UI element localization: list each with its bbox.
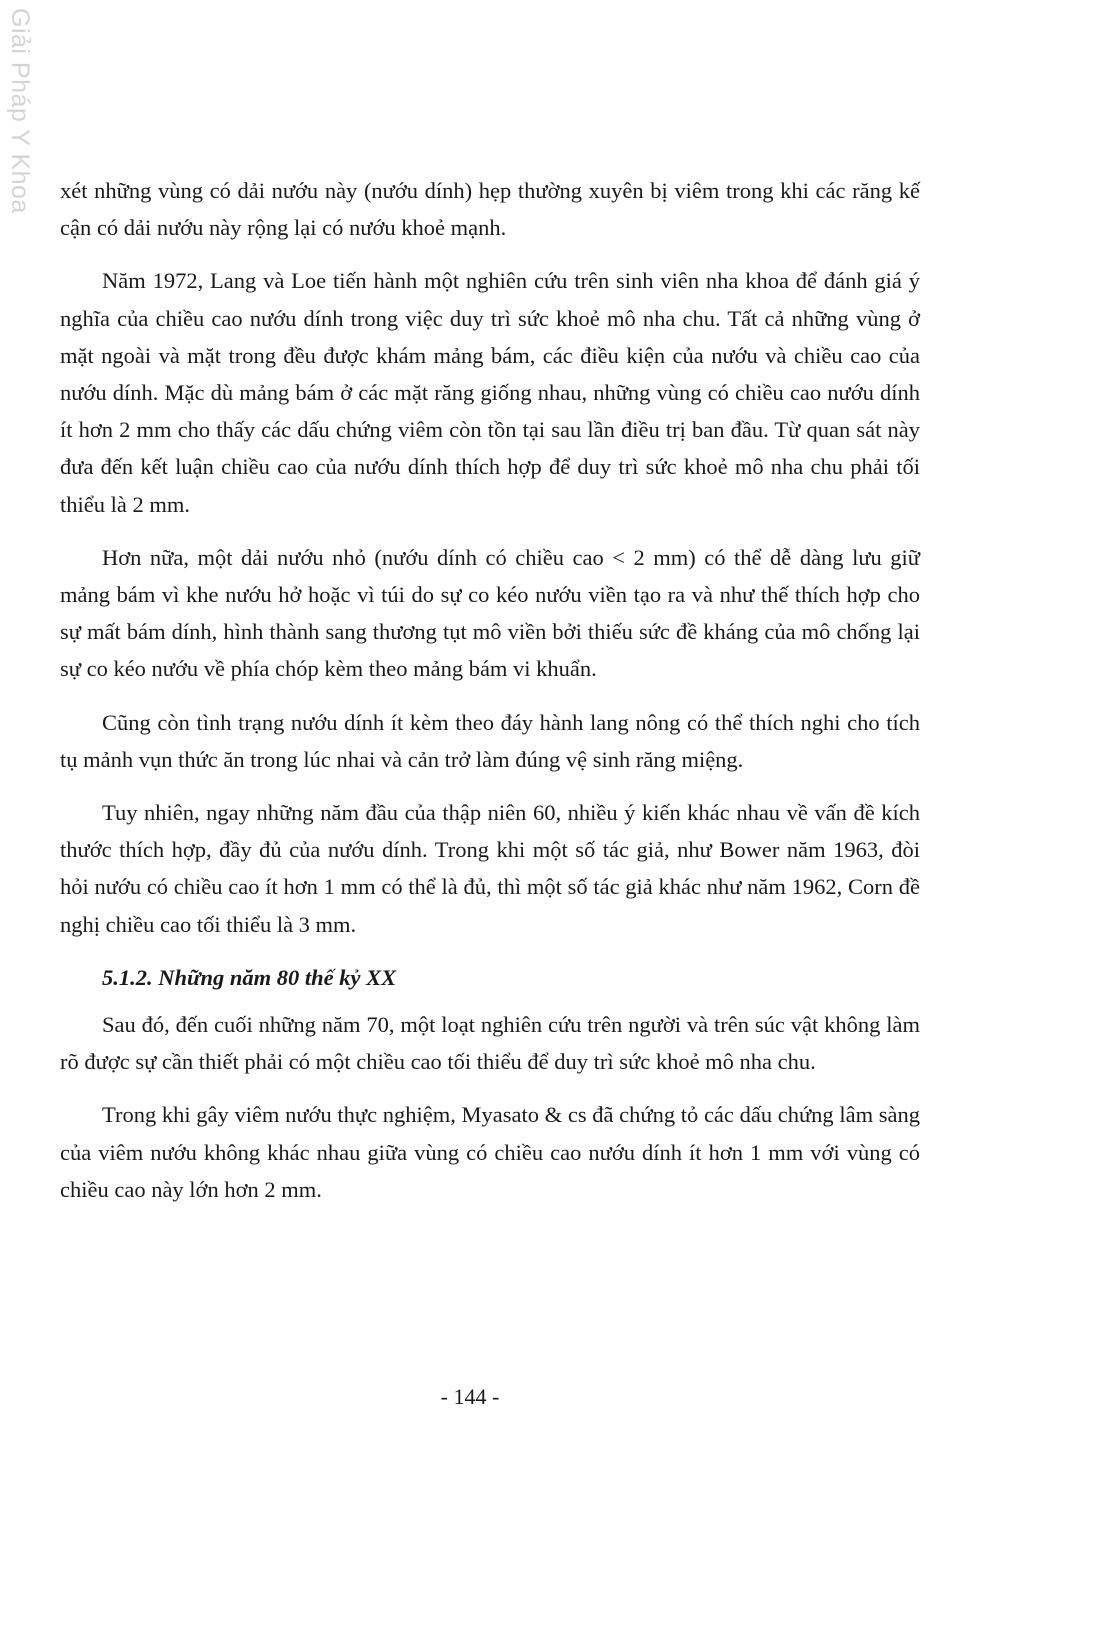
section-heading: 5.1.2. Những năm 80 thế kỷ XX: [102, 964, 397, 990]
paragraph-narrow-gingiva: Hơn nữa, một dải nướu nhỏ (nướu dính có chiều cao < 2 mm) có thể dễ dàng lưu giữ mảng bám vì khe nướu hở hoặc vì túi do sự co kéo nướu viền tạo ra và như thế thích hợp cho sự mất bám dính, hình thành sang thương tụt mô viền bởi thiếu sức đề kháng của mô chống lại sự co kéo nướu về phía chóp kèm theo mảng bám vi khuẩn.: [60, 544, 920, 682]
paragraph-continued: xét những vùng có dải nướu này (nướu dính) hẹp thường xuyên bị viêm trong khi các răng kế cận có dải nướu này rộng lại có nướu khoẻ mạnh.: [60, 178, 920, 241]
paragraph-lang-loe-study: Năm 1972, Lang và Loe tiến hành một nghiên cứu trên sinh viên nha khoa để đánh giá ý nghĩa của chiều cao nướu dính trong việc duy trì sức khoẻ mô nha chu. Tất cả những vùng ở mặt ngoài và mặt trong đều được khám mảng bám, các điều kiện của nướu và chiều cao của nướu dính. Mặc dù mảng bám ở các mặt răng giống nhau, những vùng có chiều cao nướu dính ít hơn 2 mm cho thấy các dấu chứng viêm còn tồn tại sau lần điều trị ban đầu. Từ quan sát này đưa đến kết luận chiều cao của nướu dính thích hợp để duy trì sức khoẻ mô nha chu phải tối thiểu là 2 mm.: [60, 268, 920, 517]
watermark-text: Giải Pháp Y Khoa: [6, 8, 34, 214]
page-body: [60, 172, 920, 1224]
paragraph-seventies-research: Sau đó, đến cuối những năm 70, một loạt nghiên cứu trên người và trên súc vật không làm rõ được sự cần thiết phải có một chiều cao tối thiểu để duy trì sức khoẻ mô nha chu.: [60, 1012, 920, 1075]
page-number: - 144 -: [440, 1384, 500, 1409]
paragraph-shallow-vestibule: Cũng còn tình trạng nướu dính ít kèm theo đáy hành lang nông có thể thích nghi cho tích tụ mảnh vụn thức ăn trong lúc nhai và cản trở làm đúng vệ sinh răng miệng.: [60, 709, 920, 772]
paragraph-sixties-opinions: Tuy nhiên, ngay những năm đầu của thập niên 60, nhiều ý kiến khác nhau về vấn đề kích thước thích hợp, đầy đủ của nướu dính. Trong khi một số tác giả, như Bower năm 1963, đòi hỏi nướu có chiều cao ít hơn 1 mm có thể là đủ, thì một số tác giả khác như năm 1962, Corn đề nghị chiều cao tối thiểu là 3 mm.: [60, 800, 920, 937]
paragraph-myasato-study: Trong khi gây viêm nướu thực nghiệm, Myasato & cs đã chứng tỏ các dấu chứng lâm sàng của viêm nướu không khác nhau giữa vùng có chiều cao nướu dính ít hơn 1 mm với vùng có chiều cao này lớn hơn 2 mm.: [60, 1102, 920, 1202]
